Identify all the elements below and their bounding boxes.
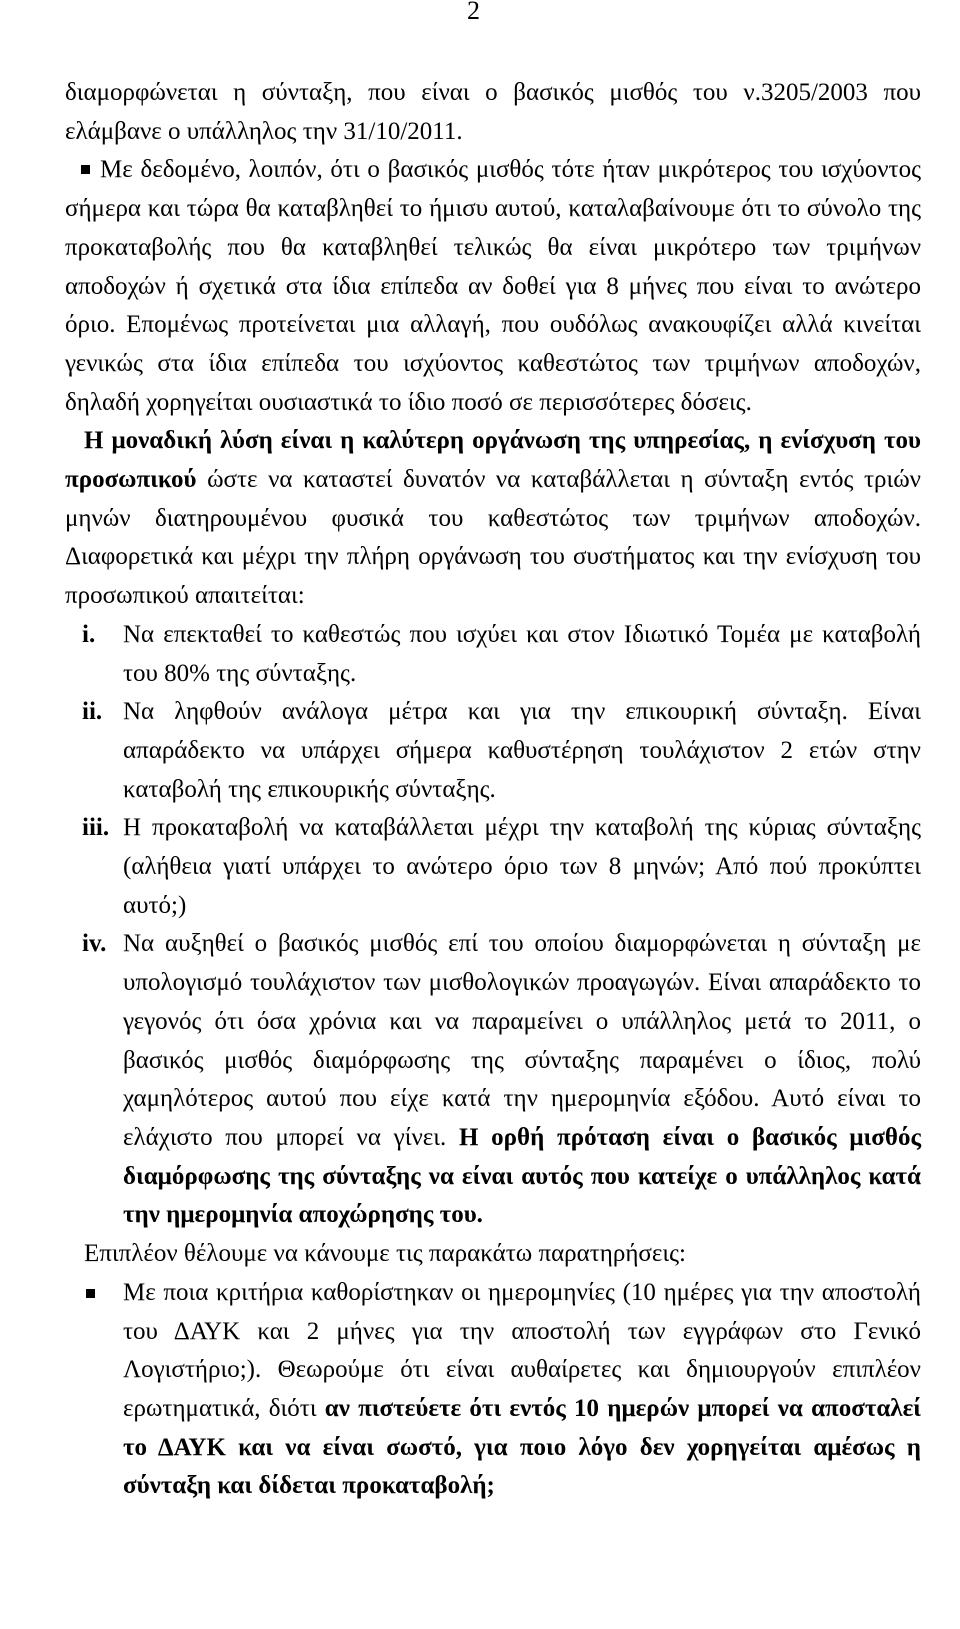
list-item-number: iii. xyxy=(82,814,110,842)
solution-text: ώστε να καταστεί δυνατόν να καταβάλλεται η σύνταξη εντός τριών μηνών διατηρουμένου φυσικά του καθεστώτος των τριμήνων αποδοχών. Διαφορετικά και μέχρι την πλήρη οργάνωση του συστήματος και την ενίσχυση του προσωπικού απαιτείται: xyxy=(65,466,921,610)
list-item xyxy=(65,616,921,693)
remark-bold-text: αν πιστεύετε ότι εντός 10 ημερών μπορεί να αποσταλεί το ΔΑΥΚ και να είναι σωστό, για ποιο λόγο δεν χορηγείται αμέσως η σύνταξη και δίδεται προκαταβολή; xyxy=(123,1394,922,1500)
page-number: 2 xyxy=(467,0,480,25)
square-bullet-icon xyxy=(86,1289,95,1298)
list-item-text: Να ληφθούν ανάλογα μέτρα και για την επικουρική σύνταξη. Είναι απαράδεκτο να υπάρχει σήμερα καθυστέρηση τουλάχιστον 2 ετών στην καταβολή της επικουρικής σύνταξης. xyxy=(123,698,921,803)
remark-text: Με ποια κριτήρια καθορίστηκαν οι ημερομηνίες (10 ημέρες για την αποστολή του ΔΑΥΚ και 2 μήνες για την αποστολή των εγγράφων στο Γενικό Λογιστήριο;). Θεωρούμε ότι είναι αυθαίρετες και δημιουργούν επιπλέον ερωτηματικά, διότι xyxy=(123,1278,921,1422)
list-item-text: Να αυξηθεί ο βασικός μισθός επί του οποίου διαμορφώνεται η σύνταξη με υπολογισμό τουλάχιστον των μισθολογικών προαγωγών. Είναι απαράδεκτο το γεγονός ότι όσα χρόνια και να παραμείνει ο υπάλληλος μετά το 2011, ο βασικός μισθός διαμόρφωσης της σύνταξης παραμένει ο ίδιος, πολύ χαμηλότερος αυτού που είχε κατά την ημερομηνία εξόδου. Αυτό είναι το ελάχιστο που μπορεί να γίνει. xyxy=(123,930,921,1151)
paragraph-continuation: διαμορφώνεται η σύνταξη, που είναι ο βασικός μισθός του ν.3205/2003 που ελάμβανε ο υπάλληλος την 31/10/2011. xyxy=(65,79,921,145)
list-item-number: ii. xyxy=(82,698,103,726)
remark-item xyxy=(65,1274,921,1506)
solution-paragraph xyxy=(65,422,921,616)
list-item xyxy=(65,925,921,1235)
bullet-paragraph xyxy=(65,151,921,422)
list-item-text: Να επεκταθεί το καθεστώς που ισχύει και στον Ιδιωτικό Τομέα με καταβολή του 80% της σύνταξης. xyxy=(123,620,921,687)
list-item xyxy=(65,809,921,925)
remarks-intro: Επιπλέον θέλουμε να κάνουμε τις παρακάτω παρατηρήσεις: xyxy=(84,1240,686,1268)
list-item-bold-text: Η ορθή πρόταση είναι ο βασικός μισθός διαμόρφωσης της σύνταξης να είναι αυτός που κατείχε ο υπάλληλος κατά την ημερομηνία αποχώρησης του. xyxy=(123,1123,921,1229)
bullet-paragraph-text: Με δεδομένο, λοιπόν, ότι ο βασικός μισθός τότε ήταν μικρότερος του ισχύοντος σήμερα και τώρα θα καταβληθεί το ήμισυ αυτού, καταλαβαίνουμε ότι το σύνολο της προκαταβολής που θα καταβληθεί τελικώς θα είναι μικρότερο των τριμήνων αποδοχών ή σχετικά στα ίδια επίπεδα αν δοθεί για 8 μήνες που είναι το ανώτερο όριο. Επομένως προτείνεται μια αλλαγή, που ουδόλως ανακουφίζει αλλά κινείται γενικώς στα ίδια επίπεδα του ισχύοντος καθεστώτος των τριμήνων αποδοχών, δηλαδή χορηγείται ουσιαστικά το ίδιο ποσό σε περισσότερες δόσεις. xyxy=(65,156,921,416)
document-body xyxy=(65,74,921,1506)
list-item-number: i. xyxy=(82,620,96,648)
demands-list xyxy=(65,616,921,1235)
list-item-text: Η προκαταβολή να καταβάλλεται μέχρι την καταβολή της κύριας σύνταξης (αλήθεια γιατί υπάρχει το ανώτερο όριο των 8 μηνών; Από πού προκύπτει αυτό;) xyxy=(123,814,921,919)
solution-bold-text: Η μοναδική λύση είναι η καλύτερη οργάνωση της υπηρεσίας, η ενίσχυση του προσωπικού xyxy=(65,427,921,494)
square-bullet-icon xyxy=(81,165,90,174)
list-item xyxy=(65,693,921,809)
list-item-number: iv. xyxy=(82,930,107,958)
